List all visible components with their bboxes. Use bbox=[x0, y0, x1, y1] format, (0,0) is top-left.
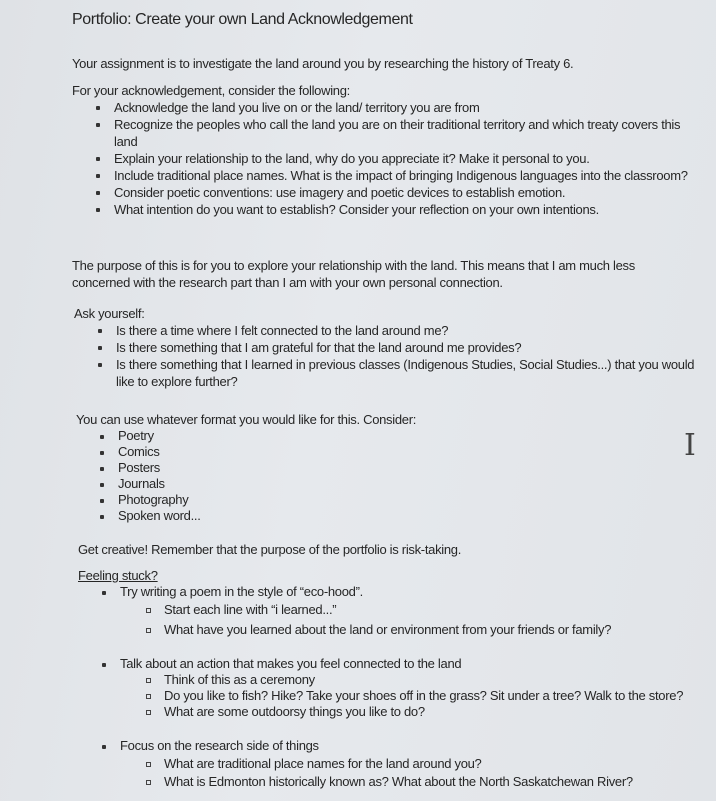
stuck-heading: Feeling stuck? bbox=[78, 568, 158, 583]
list-item: Talk about an action that makes you feel connected to the land bbox=[78, 656, 696, 672]
sub-list-item: Start each line with “i learned...” bbox=[78, 602, 696, 618]
list-item: Posters bbox=[76, 460, 696, 476]
sub-list-item: What have you learned about the land or environment from your friends or family? bbox=[78, 622, 696, 638]
list-item: Acknowledge the land you live on or the land/ territory you are from bbox=[72, 99, 696, 116]
sub-list-item: What is Edmonton historically known as? What about the North Saskatchewan River? bbox=[78, 774, 696, 790]
page-title: Portfolio: Create your own Land Acknowledgement bbox=[72, 11, 413, 28]
list-item: Journals bbox=[76, 476, 696, 492]
intro-paragraph: Your assignment is to investigate the land around you by researching the history of Treaty 6. bbox=[72, 56, 574, 71]
list-item: Include traditional place names. What is the impact of bringing Indigenous languages into the classroom? bbox=[72, 167, 696, 184]
list-item: Focus on the research side of things bbox=[78, 738, 696, 754]
list-item: What intention do you want to establish? Consider your reflection on your own intentions. bbox=[72, 201, 696, 218]
list-item: Is there something that I learned in previous classes (Indigenous Studies, Social Studies...) that you would like to explore further? bbox=[74, 356, 696, 390]
sub-list-item: What are some outdoorsy things you like to do? bbox=[78, 704, 696, 720]
format-heading: You can use whatever format you would like for this. Consider: bbox=[76, 412, 417, 427]
stuck-section bbox=[78, 568, 696, 790]
list-item: Is there something that I am grateful for that the land around me provides? bbox=[74, 339, 696, 356]
text-cursor-icon: I bbox=[684, 428, 696, 463]
list-item: Consider poetic conventions: use imagery and poetic devices to establish emotion. bbox=[72, 184, 696, 201]
ask-section bbox=[74, 305, 696, 390]
list-item: Explain your relationship to the land, why do you appreciate it? Make it personal to you. bbox=[72, 150, 696, 167]
sub-list-item: Do you like to fish? Hike? Take your shoes off in the grass? Sit under a tree? Walk to the store? bbox=[78, 688, 696, 704]
list-item: Spoken word... bbox=[76, 508, 696, 524]
format-section bbox=[76, 412, 696, 524]
sub-list-item: What are traditional place names for the land around you? bbox=[78, 756, 696, 772]
list-item: Try writing a poem in the style of “eco-hood”. bbox=[78, 584, 696, 600]
consider-list bbox=[72, 99, 696, 218]
list-item: Poetry bbox=[76, 428, 696, 444]
list-item: Photography bbox=[76, 492, 696, 508]
ask-heading: Ask yourself: bbox=[74, 306, 145, 321]
list-item: Recognize the peoples who call the land you are on their traditional territory and which treaty covers this land bbox=[72, 116, 696, 150]
sub-list-item: Think of this as a ceremony bbox=[78, 672, 696, 688]
list-item: Comics bbox=[76, 444, 696, 460]
consider-section bbox=[72, 82, 696, 218]
consider-heading: For your acknowledgement, consider the following: bbox=[72, 83, 350, 98]
list-item: Is there a time where I felt connected to the land around me? bbox=[74, 322, 696, 339]
creative-paragraph: Get creative! Remember that the purpose of the portfolio is risk-taking. bbox=[78, 542, 462, 557]
purpose-paragraph: The purpose of this is for you to explore your relationship with the land. This means that I am much less concerned with the research part than I am with your own personal connection. bbox=[72, 258, 635, 290]
